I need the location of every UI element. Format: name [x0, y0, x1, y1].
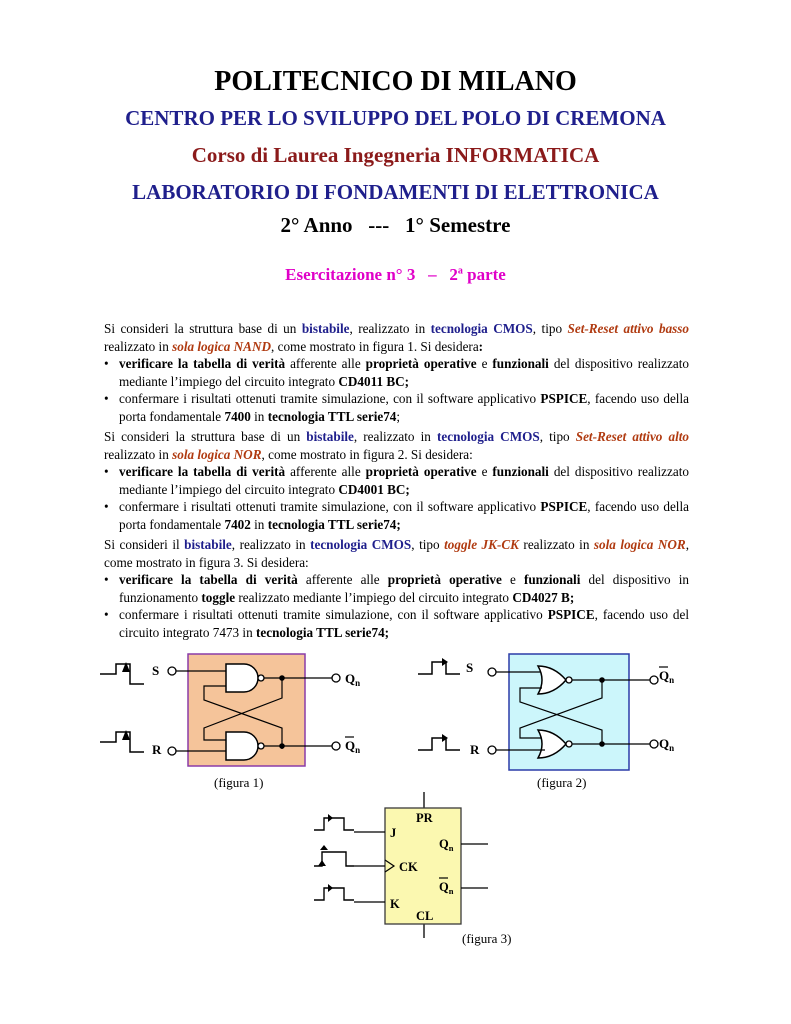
- input-s-label: S: [152, 663, 160, 678]
- figure-1-caption: (figura 1): [214, 775, 264, 790]
- arrow-icon: [442, 734, 448, 742]
- ck-label: CK: [399, 860, 418, 874]
- center-title: CENTRO PER LO SVILUPPO DEL POLO DI CREMONA: [125, 106, 666, 130]
- section-3-intro: Si consideri il bistabile, realizzato in tecnologia CMOS, tipo toggle JK-CK realizzato in sola logica NOR, come mostrato in figura 3. Si desidera:: [104, 537, 689, 570]
- reset-step-icon: [100, 732, 144, 752]
- input-r-terminal: [488, 746, 496, 754]
- input-r-label: R: [470, 742, 480, 757]
- output-qbar-terminal: [332, 742, 340, 750]
- output-q-terminal: [332, 674, 340, 682]
- arrow-icon: [442, 658, 448, 666]
- arrow-icon: [328, 884, 333, 892]
- pr-label: PR: [416, 811, 433, 825]
- year-semester: 2° Anno --- 1° Semestre: [280, 213, 511, 237]
- section-1: [104, 320, 689, 426]
- section-3: [104, 536, 689, 642]
- figure-3-caption: (figura 3): [462, 931, 512, 946]
- figure-1-nand-latch: [96, 650, 366, 772]
- page-title: POLITECNICO DI MILANO: [214, 66, 577, 97]
- figure-3-jk-flipflop: [300, 790, 500, 940]
- input-s-label: S: [466, 660, 474, 675]
- input-r-terminal: [168, 747, 176, 755]
- section-2-intro: Si consideri la struttura base di un bistabile, realizzato in tecnologia CMOS, tipo Set-Reset attivo alto realizzato in sola logica NOR, come mostrato in figura 2. Si desidera:: [104, 429, 689, 462]
- k-label: K: [390, 897, 400, 911]
- exercise-title: Esercitazione n° 3 – 2$^a$ parte: [285, 265, 506, 284]
- output-q-label: $Q_n$: [345, 671, 361, 688]
- output-q-label: $Q_n$: [439, 837, 454, 853]
- k-step-icon: [314, 888, 354, 900]
- list-item: • confermare i risultati ottenuti tramite simulazione, con il software applicativo PSPICE, facendo uso della porta fondamentale 7402 in tecnologia TTL serie74;: [104, 498, 689, 533]
- list-item: • confermare i risultati ottenuti tramite simulazione, con il software applicativo PSPICE, facendo uso del circuito integrato 7473 in tecnologia TTL serie74;: [104, 606, 689, 641]
- cl-label: CL: [416, 909, 434, 923]
- set-step-icon: [418, 662, 460, 674]
- reset-step-icon: [418, 738, 460, 750]
- section-1-intro: Si consideri la struttura base di un bistabile, realizzato in tecnologia CMOS, tipo Set-Reset attivo basso realizzato in sola logica NAND, come mostrato in figura 1. Si desidera:: [104, 321, 690, 354]
- nand-gate-2: [226, 732, 258, 760]
- arrow-icon: [318, 845, 328, 866]
- j-label: J: [390, 826, 397, 840]
- set-step-icon: [100, 664, 144, 684]
- input-s-terminal: [488, 668, 496, 676]
- input-r-label: R: [152, 742, 162, 757]
- arrow-icon: [328, 814, 333, 822]
- output-qbar-label: $Q_n$: [345, 738, 361, 755]
- list-item: • verificare la tabella di verità afferente alle proprietà operative e funzionali del dispositivo in funzionamento toggle realizzato mediante l’impiego del circuito integrato CD4027 B;: [104, 571, 689, 606]
- lab-title: LABORATORIO DI FONDAMENTI DI ELETTRONICA: [132, 180, 659, 204]
- output-qbar-terminal: [650, 676, 658, 684]
- list-item: • confermare i risultati ottenuti tramite simulazione, con il software applicativo PSPICE, facendo uso della porta fondamentale 7400 in tecnologia TTL serie74;: [104, 390, 689, 425]
- input-s-terminal: [168, 667, 176, 675]
- figure-2-caption: (figura 2): [537, 775, 587, 790]
- nand-gate-1: [226, 664, 258, 692]
- output-qbar-label: $Q_n$: [659, 668, 675, 685]
- output-q-terminal: [650, 740, 658, 748]
- output-qbar-label: $Q_n$: [439, 880, 454, 896]
- list-item: • verificare la tabella di verità afferente alle proprietà operative e funzionali del dispositivo realizzato mediante l’impiego del circuito integrato CD4001 BC;: [104, 463, 689, 498]
- section-2: [104, 428, 689, 534]
- course-title: Corso di Laurea Ingegneria INFORMATICA: [191, 143, 600, 167]
- list-item: • verificare la tabella di verità afferente alle proprietà operative e funzionali del dispositivo realizzato mediante l’impiego del circuito integrato CD4011 BC;: [104, 355, 689, 390]
- j-step-icon: [314, 818, 354, 830]
- figure-2-nor-latch: [414, 650, 684, 772]
- output-q-label: $Q_n$: [659, 736, 675, 753]
